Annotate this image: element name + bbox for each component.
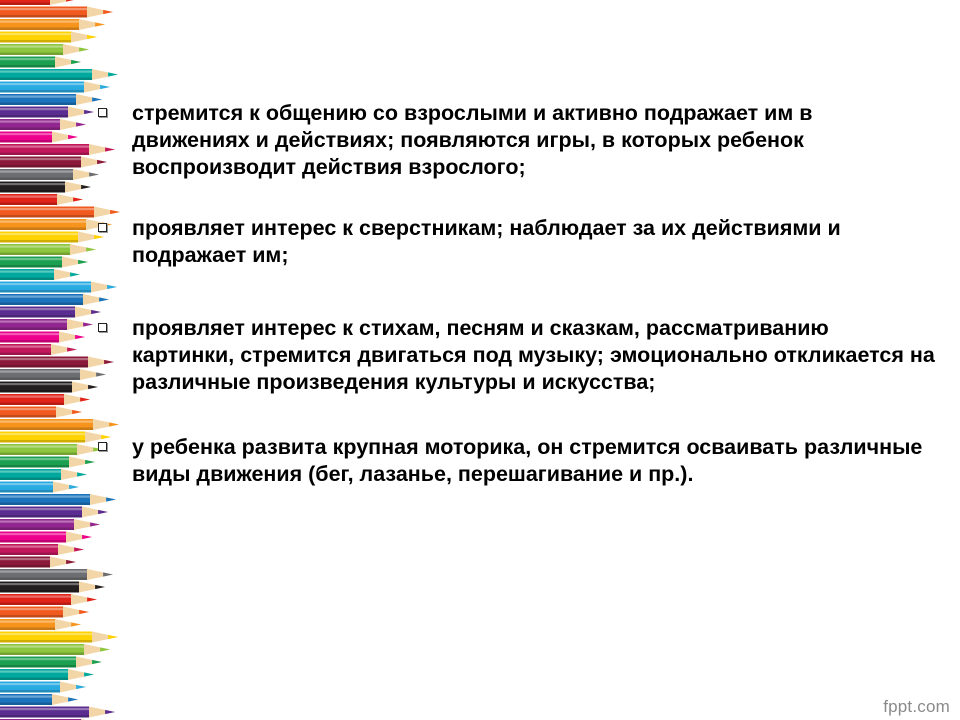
pencil [0,507,108,518]
pencil [0,582,105,593]
pencil [0,57,81,68]
pencil [0,382,98,393]
pencil [0,269,80,280]
pencil [0,644,110,655]
pencil [0,182,91,193]
pencil [0,44,89,55]
pencil [0,307,101,318]
pencil [0,32,97,43]
square-bullet-icon [98,108,107,117]
bullet-text: у ребенка развита крупная моторика, он стремится осваивать различные виды движения (бег, лазанье, перешагивание и пр.). [132,435,923,486]
pencil [0,107,94,118]
pencil [0,694,78,705]
pencil [0,119,86,130]
pencil [0,244,96,255]
bullet-text: проявляет интерес к сверстникам; наблюдает за их действиями и подражает им; [132,216,841,267]
pencil [0,682,86,693]
pencil [0,344,77,355]
pencil [0,482,79,493]
bullet-item-1 [95,100,935,181]
pencil [0,82,110,93]
pencil [0,619,81,630]
bullet-item-4 [95,434,935,488]
pencil [0,294,109,305]
pencil [0,7,113,18]
pencil [0,569,113,580]
pencil [0,94,102,105]
pencil [0,457,95,468]
pencil [0,444,103,455]
pencil [0,632,118,643]
square-bullet-icon [98,223,107,232]
watermark: fppt.com [883,697,950,716]
pencil [0,69,118,80]
pencil [0,519,100,530]
pencil [0,532,92,543]
bullet-item-3 [95,315,935,396]
bullet-text: стремится к общению со взрослыми и активно подражает им в движениях и действиях; появляются игры, в которых ребенок воспроизводит действия взрослого; [132,101,813,179]
pencil [0,494,116,505]
pencil [0,607,89,618]
pencil [0,19,105,30]
pencil [0,169,99,180]
pencil [0,557,76,568]
pencil [0,407,82,418]
pencil [0,707,115,718]
pencil [0,594,97,605]
pencil [0,394,90,405]
pencil [0,194,83,205]
pencil [0,0,76,5]
bullet-text: проявляет интерес к стихам, песням и сказкам, рассматриванию картинки, стремится двигаться под музыку; эмоционально откликается на различные произведения культуры и искусства; [132,316,935,394]
pencil [0,257,88,268]
bullet-item-2 [95,215,935,269]
pencil [0,157,107,168]
pencil [0,669,94,680]
square-bullet-icon [98,442,107,451]
pencil [0,469,87,480]
pencil [0,657,102,668]
pencil [0,132,78,143]
square-bullet-icon [98,323,107,332]
pencil [0,332,85,343]
pencil [0,369,106,380]
bullet-list [95,100,935,488]
pencil [0,319,93,330]
pencil [0,544,84,555]
pencil [0,232,104,243]
